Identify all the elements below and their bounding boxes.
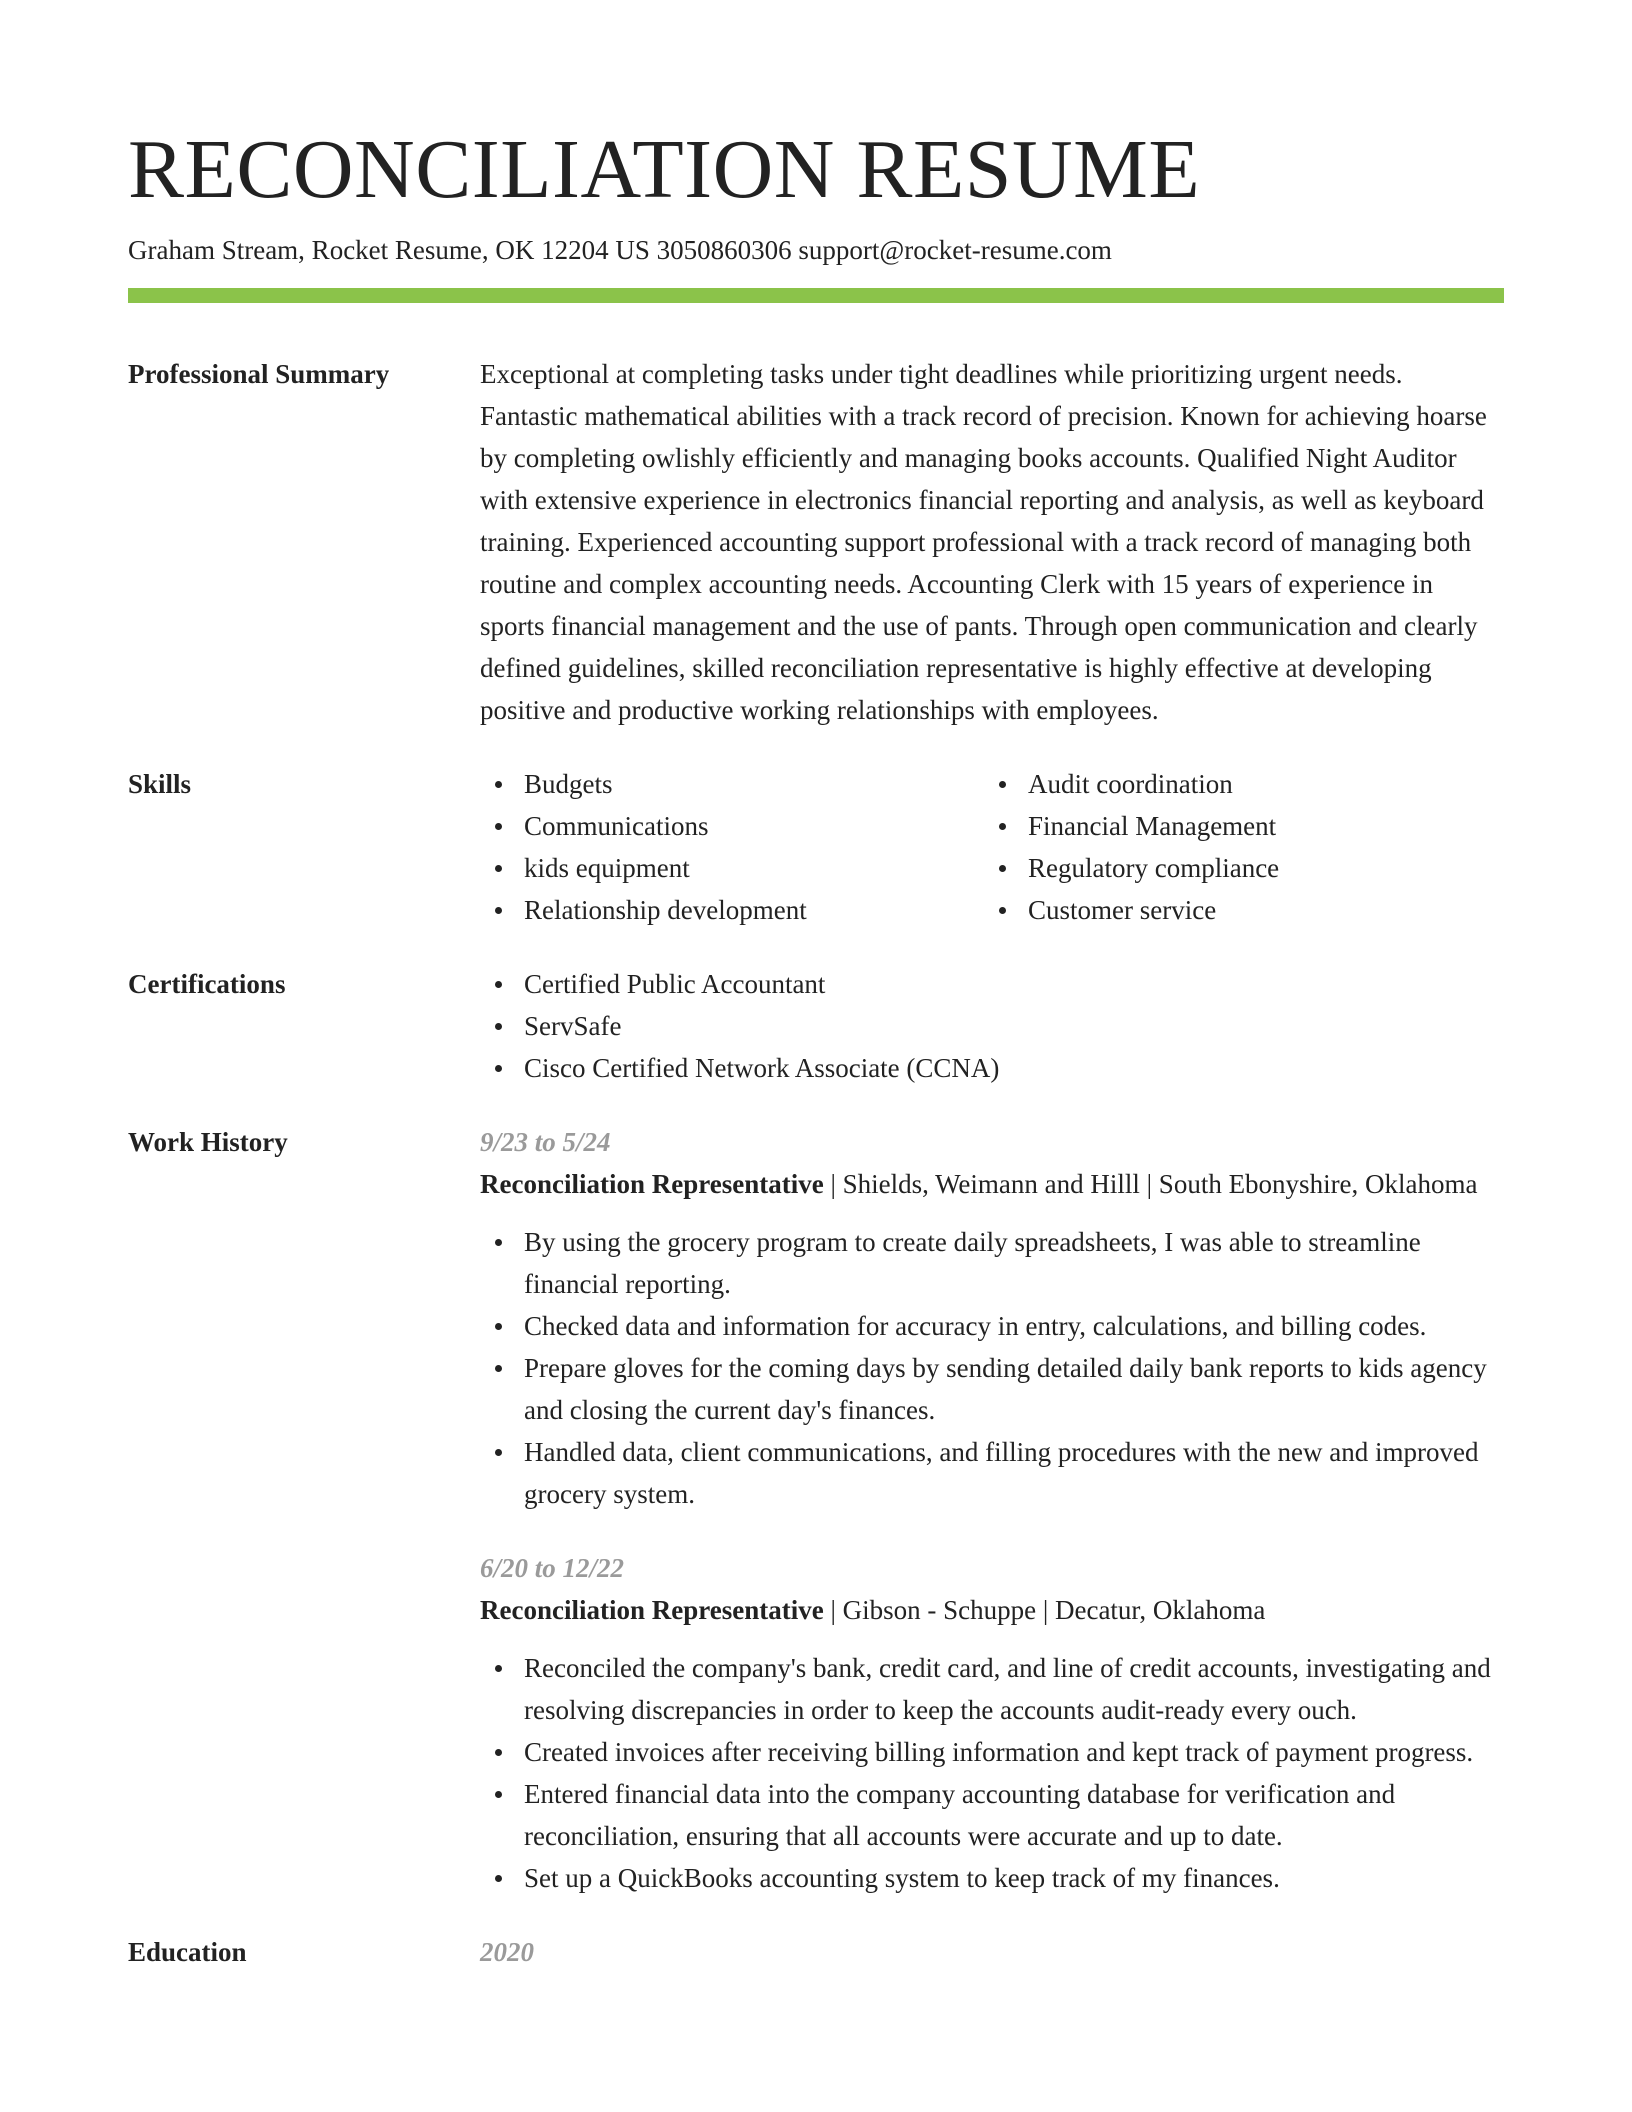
work-history-section — [128, 1121, 1504, 1899]
education-heading: Education — [128, 1937, 247, 1967]
skills-list-left — [480, 763, 984, 931]
job-title: Reconciliation Representative — [480, 1595, 824, 1625]
job-entry — [480, 1121, 1504, 1515]
skill-item: Audit coordination — [984, 763, 1488, 805]
job-dates: 9/23 to 5/24 — [480, 1127, 611, 1157]
job-bullet: Handled data, client communications, and filling procedures with the new and improved grocery system. — [480, 1431, 1504, 1515]
skill-item: kids equipment — [480, 847, 984, 889]
job-heading — [480, 1163, 1504, 1205]
job-title: Reconciliation Representative — [480, 1169, 824, 1199]
job-bullet: By using the grocery program to create daily spreadsheets, I was able to streamline financial reporting. — [480, 1221, 1504, 1305]
education-dates: 2020 — [480, 1937, 534, 1967]
job-entry — [480, 1547, 1504, 1899]
resume-page — [128, 118, 1504, 1973]
job-bullets — [480, 1221, 1504, 1515]
document-title: RECONCILIATION RESUME — [128, 123, 1201, 216]
accent-divider — [128, 288, 1504, 303]
job-company-location: | Gibson - Schuppe | Decatur, Oklahoma — [823, 1595, 1266, 1625]
education-section — [128, 1931, 1504, 1973]
skill-item: Budgets — [480, 763, 984, 805]
job-heading — [480, 1589, 1504, 1631]
certifications-body — [480, 963, 1504, 1089]
skills-grid — [480, 763, 1504, 931]
job-dates: 6/20 to 12/22 — [480, 1553, 625, 1583]
skill-item: Regulatory compliance — [984, 847, 1488, 889]
job-bullet: Set up a QuickBooks accounting system to keep track of my finances. — [480, 1857, 1504, 1899]
skills-section — [128, 763, 1504, 931]
certification-item: Certified Public Accountant — [480, 963, 1504, 1005]
summary-heading: Professional Summary — [128, 359, 390, 389]
job-bullets — [480, 1647, 1504, 1899]
job-bullet: Created invoices after receiving billing information and kept track of payment progress. — [480, 1731, 1504, 1773]
certification-item: Cisco Certified Network Associate (CCNA) — [480, 1047, 1504, 1089]
contact-line: Graham Stream, Rocket Resume, OK 12204 US 3050860306 support@rocket-resume.com — [128, 235, 1112, 265]
job-bullet: Entered financial data into the company accounting database for verification and reconciliation, ensuring that all accounts were accurate and up to date. — [480, 1773, 1504, 1857]
certification-item: ServSafe — [480, 1005, 1504, 1047]
summary-text: Exceptional at completing tasks under tight deadlines while prioritizing urgent needs. Fantastic mathematical abilities with a track record of precision. Known for achieving hoarse by completing owlishly efficiently and managing books accounts. Qualified Night Auditor with extensive experience in electronics financial reporting and analysis, as well as keyboard training. Experienced accounting support professional with a track record of managing both routine and complex accounting needs. Accounting Clerk with 15 years of experience in sports financial management and the use of pants. Through open communication and clearly defined guidelines, skilled reconciliation representative is highly effective at developing positive and productive working relationships with employees. — [480, 359, 1487, 725]
work-history-heading: Work History — [128, 1127, 288, 1157]
work-history-body — [480, 1121, 1504, 1899]
job-bullet: Reconciled the company's bank, credit card, and line of credit accounts, investigating and resolving discrepancies in order to keep the accounts audit-ready every ouch. — [480, 1647, 1504, 1731]
certifications-section — [128, 963, 1504, 1089]
summary-section — [128, 353, 1504, 731]
skill-item: Financial Management — [984, 805, 1488, 847]
certifications-heading: Certifications — [128, 969, 286, 999]
job-bullet: Checked data and information for accuracy in entry, calculations, and billing codes. — [480, 1305, 1504, 1347]
education-body — [480, 1931, 1504, 1973]
skills-list-right — [984, 763, 1488, 931]
job-bullet: Prepare gloves for the coming days by sending detailed daily bank reports to kids agency and closing the current day's finances. — [480, 1347, 1504, 1431]
certifications-list — [480, 963, 1504, 1089]
job-company-location: | Shields, Weimann and Hilll | South Ebonyshire, Oklahoma — [823, 1169, 1478, 1199]
skill-item: Customer service — [984, 889, 1488, 931]
skill-item: Relationship development — [480, 889, 984, 931]
skills-heading: Skills — [128, 769, 192, 799]
skill-item: Communications — [480, 805, 984, 847]
